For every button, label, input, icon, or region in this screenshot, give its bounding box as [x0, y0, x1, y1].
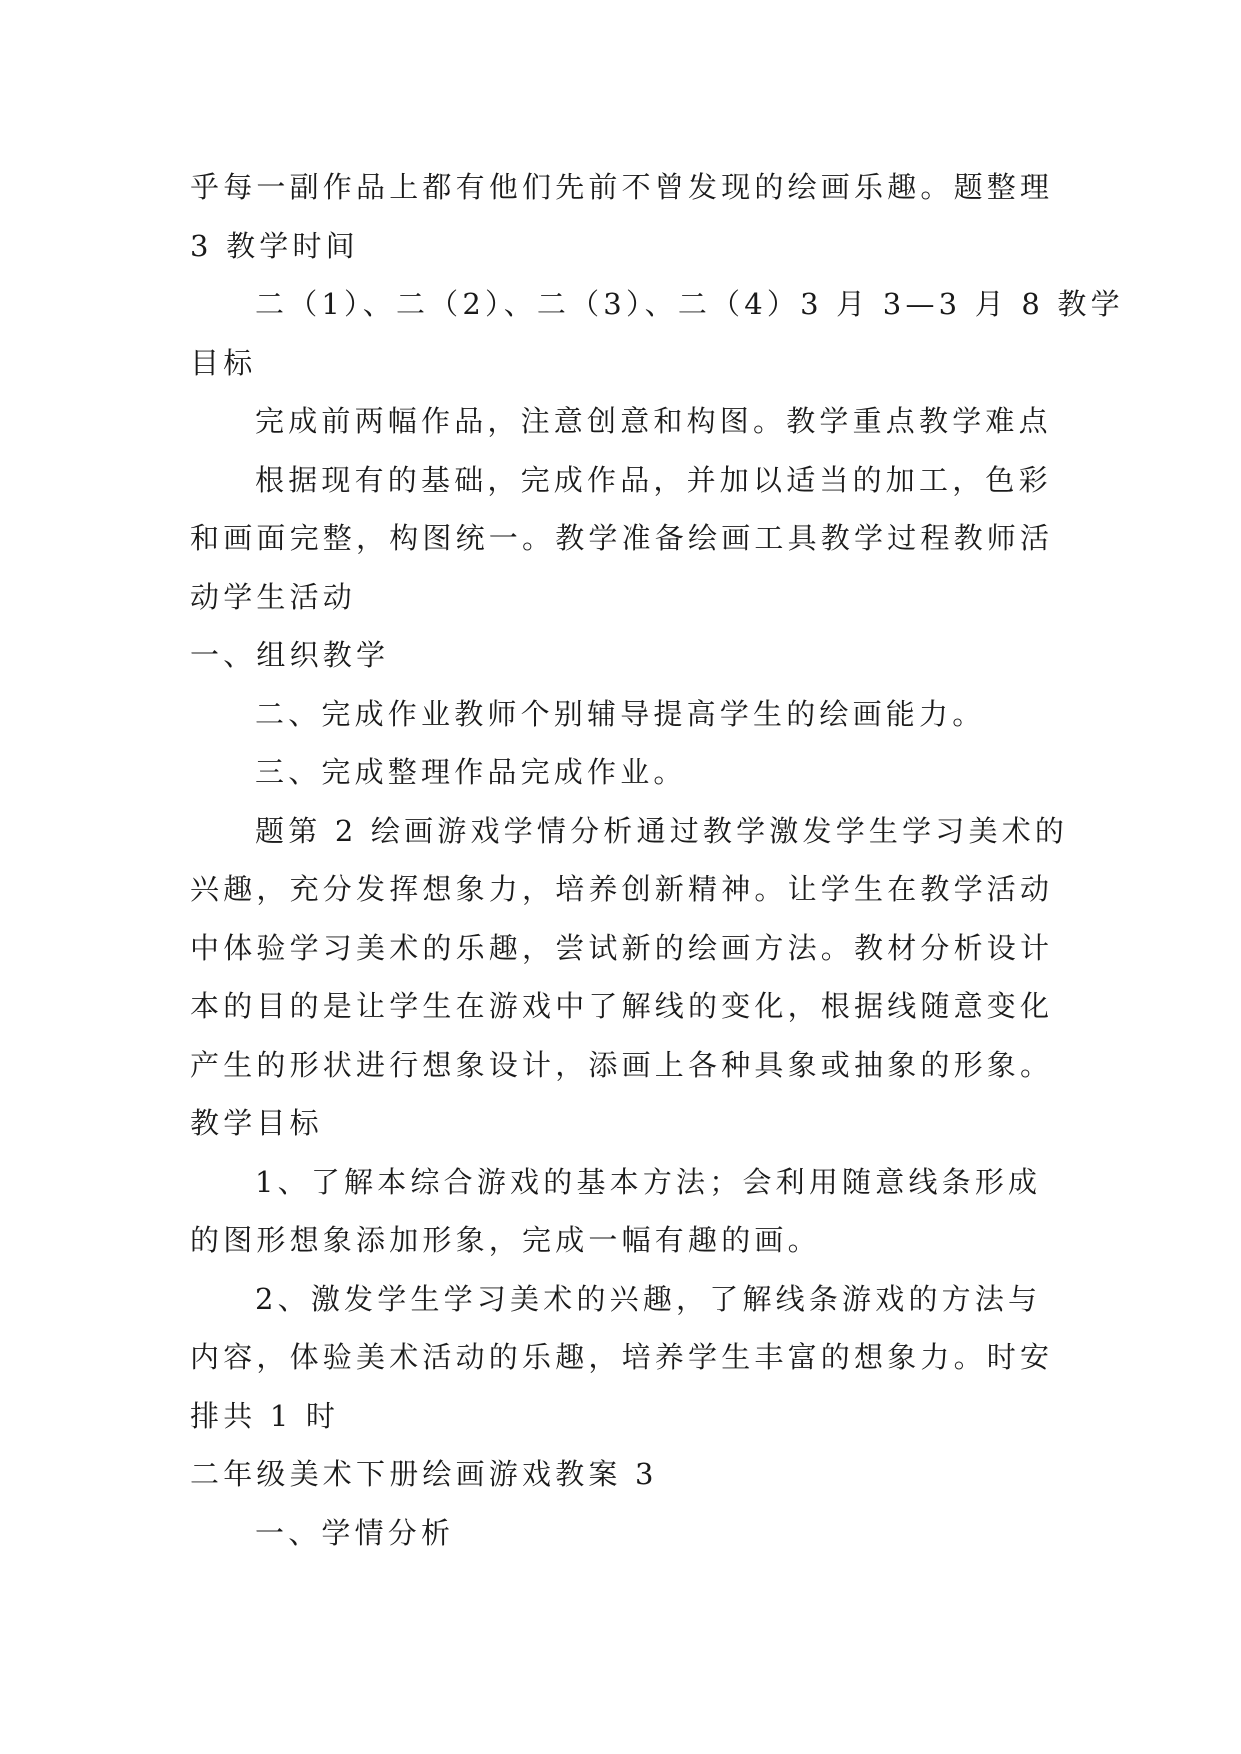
- text-line: 兴趣，充分发挥想象力，培养创新精神。让学生在教学活动: [190, 872, 1054, 906]
- text-line: 内容，体验美术活动的乐趣，培养学生丰富的想象力。时安: [190, 1340, 1054, 1374]
- text-line: 根据现有的基础，完成作品，并加以适当的加工，色彩: [255, 462, 1052, 497]
- document-body: [190, 158, 1124, 1562]
- text-line: 1、了解本综合游戏的基本方法；会利用随意线条形成: [255, 1164, 1042, 1199]
- text-line: 三、完成整理作品完成作业。: [255, 755, 687, 789]
- document-title: 二年级美术下册绘画游戏教案 3: [190, 1457, 658, 1491]
- section-heading: 教学目标: [190, 1106, 323, 1140]
- text-line: 完成前两幅作品，注意创意和构图。教学重点教学难点: [255, 404, 1052, 438]
- text-line: 和画面完整，构图统一。教学准备绘画工具教学过程教师活: [190, 521, 1054, 555]
- text-line: 中体验学习美术的乐趣，尝试新的绘画方法。教材分析设计: [190, 930, 1054, 965]
- text-line: 乎每一副作品上都有他们先前不曾发现的绘画乐趣。题整理: [190, 170, 1054, 204]
- text-line: 排共 1 时: [190, 1398, 340, 1433]
- text-line: 3 教学时间: [190, 228, 359, 263]
- text-line: 产生的形状进行想象设计，添画上各种具象或抽象的形象。: [190, 1047, 1054, 1082]
- text-line: 二（1）、二（2）、二（3）、二（4）3 月 3—3 月 8 教学: [255, 287, 1124, 321]
- text-line: 动学生活动: [190, 579, 357, 614]
- text-line: 的图形想象添加形象，完成一幅有趣的画。: [190, 1223, 821, 1257]
- text-line: 2、激发学生学习美术的兴趣，了解线条游戏的方法与: [255, 1281, 1042, 1316]
- section-heading: 一、组织教学: [190, 638, 390, 672]
- text-line: 本的目的是让学生在游戏中了解线的变化，根据线随意变化: [190, 989, 1054, 1023]
- section-heading: 一、学情分析: [255, 1515, 455, 1550]
- text-line: 二、完成作业教师个别辅导提高学生的绘画能力。: [255, 696, 986, 731]
- text-line: 题第 2 绘画游戏学情分析通过教学激发学生学习美术的: [255, 813, 1069, 848]
- text-line: 目标: [190, 345, 257, 380]
